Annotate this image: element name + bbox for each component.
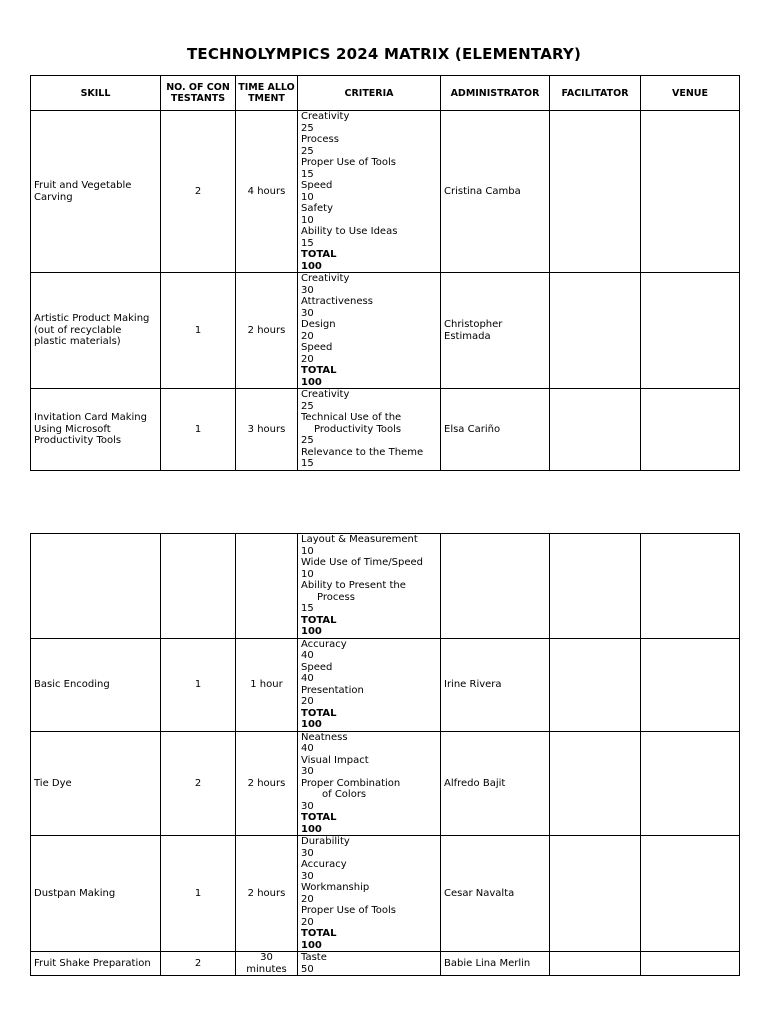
criteria-line: 20	[301, 330, 314, 342]
skill-cell: Tie Dye	[31, 731, 161, 836]
time-cell: 4 hours	[236, 111, 298, 273]
criteria-line: Wide Use of Time/Speed	[301, 557, 423, 568]
table-row	[31, 389, 740, 471]
criteria-line: 30	[301, 800, 314, 812]
venue-cell	[641, 534, 740, 639]
criteria-line: Technical Use of the	[301, 412, 402, 423]
table-row	[31, 731, 740, 836]
facilitator-cell	[550, 836, 641, 952]
criteria-line: 50	[301, 963, 314, 975]
criteria-line: 100	[301, 376, 322, 388]
venue-cell	[641, 273, 740, 389]
criteria-line: Relevance to the Theme	[301, 446, 424, 458]
criteria-line: TOTAL	[301, 812, 337, 823]
criteria-line: 30	[301, 284, 314, 296]
criteria-line: 100	[301, 823, 322, 835]
criteria-line: Design	[301, 319, 336, 330]
criteria-line: 30	[301, 847, 314, 859]
facilitator-cell	[550, 534, 641, 639]
administrator-cell: Elsa Cariño	[441, 389, 550, 471]
skill-cell	[31, 534, 161, 639]
criteria-line: TOTAL	[301, 928, 337, 939]
header-time-text: TIME ALLOTMENT	[238, 82, 295, 104]
criteria-line: Proper Combination	[301, 777, 401, 789]
criteria-cell	[298, 836, 441, 952]
contestants-cell	[161, 534, 236, 639]
contestants-cell: 1	[161, 273, 236, 389]
criteria-list	[301, 389, 437, 470]
venue-cell	[641, 731, 740, 836]
criteria-line: 15	[301, 458, 314, 469]
time-cell: 2 hours	[236, 836, 298, 952]
skill-cell: Dustpan Making	[31, 836, 161, 952]
table-row	[31, 952, 740, 976]
header-venue: VENUE	[641, 76, 740, 111]
venue-cell	[641, 836, 740, 952]
document-title: TECHNOLYMPICS 2024 MATRIX (ELEMENTARY)	[186, 45, 582, 63]
criteria-line: Ability to Present the	[301, 580, 406, 591]
criteria-list	[301, 732, 437, 836]
criteria-list	[301, 836, 437, 951]
administrator-cell: Babie Lina Merlin	[441, 952, 550, 976]
criteria-line: Presentation	[301, 684, 364, 696]
criteria-line: 100	[301, 626, 322, 637]
criteria-line: 25	[301, 400, 314, 412]
criteria-list	[301, 273, 437, 388]
contestants-cell: 2	[161, 952, 236, 976]
administrator-cell: Cesar Navalta	[441, 836, 550, 952]
facilitator-cell	[550, 273, 641, 389]
header-administrator: ADMINISTRATOR	[441, 76, 550, 111]
criteria-line: TOTAL	[301, 365, 337, 376]
criteria-list	[301, 534, 437, 638]
facilitator-cell	[550, 638, 641, 731]
criteria-line: 10	[301, 214, 314, 226]
criteria-line: Speed	[301, 180, 333, 191]
criteria-line: 30	[301, 307, 314, 319]
administrator-cell: Irine Rivera	[441, 638, 550, 731]
contestants-cell: 1	[161, 836, 236, 952]
facilitator-cell	[550, 731, 641, 836]
criteria-line: 30	[301, 766, 314, 777]
criteria-line: Creativity	[301, 111, 350, 122]
criteria-line: Creativity	[301, 273, 350, 284]
contestants-cell: 1	[161, 638, 236, 731]
criteria-list	[301, 111, 437, 272]
header-time	[236, 76, 298, 111]
criteria-line: Durability	[301, 836, 350, 847]
matrix-table-page-2	[30, 533, 740, 976]
table-row	[31, 273, 740, 389]
criteria-line: Productivity Tools	[314, 423, 402, 435]
header-facilitator: FACILITATOR	[550, 76, 641, 111]
venue-cell	[641, 389, 740, 471]
administrator-cell: Cristina Camba	[441, 111, 550, 273]
criteria-line: Proper Use of Tools	[301, 157, 396, 168]
criteria-line: TOTAL	[301, 707, 337, 719]
criteria-line: 10	[301, 191, 314, 203]
criteria-cell	[298, 638, 441, 731]
criteria-line: 10	[301, 568, 314, 580]
criteria-cell	[298, 389, 441, 471]
time-cell: 2 hours	[236, 273, 298, 389]
criteria-line: 15	[301, 603, 314, 614]
criteria-line: 25	[301, 435, 314, 446]
criteria-list	[301, 639, 437, 731]
time-cell: 1 hour	[236, 638, 298, 731]
table-row	[31, 111, 740, 273]
criteria-line: Attractiveness	[301, 296, 373, 307]
criteria-line: of Colors	[322, 789, 367, 800]
criteria-list	[301, 952, 437, 975]
criteria-line: 15	[301, 168, 314, 180]
criteria-line: Safety	[301, 203, 333, 214]
criteria-line: Speed	[301, 342, 333, 353]
header-contestants	[161, 76, 236, 111]
criteria-line: Workmanship	[301, 882, 370, 893]
criteria-line: Accuracy	[301, 638, 347, 650]
venue-cell	[641, 952, 740, 976]
criteria-cell	[298, 111, 441, 273]
administrator-cell	[441, 534, 550, 639]
criteria-line: 20	[301, 893, 314, 905]
facilitator-cell	[550, 389, 641, 471]
criteria-line: TOTAL	[301, 249, 337, 260]
administrator-cell: Alfredo Bajit	[441, 731, 550, 836]
criteria-line: 100	[301, 719, 322, 730]
criteria-line: 30	[301, 870, 314, 882]
criteria-line: 40	[301, 650, 314, 661]
skill-cell: Fruit Shake Preparation	[31, 952, 161, 976]
table-row	[31, 534, 740, 639]
header-contestants-text: NO. OF CONTESTANTS	[166, 82, 230, 104]
contestants-cell: 2	[161, 731, 236, 836]
criteria-cell	[298, 273, 441, 389]
criteria-line: 20	[301, 353, 314, 365]
criteria-line: 40	[301, 673, 314, 684]
administrator-cell: Christopher Estimada	[441, 273, 550, 389]
criteria-line: 15	[301, 237, 314, 249]
criteria-line: 25	[301, 122, 314, 134]
facilitator-cell	[550, 952, 641, 976]
header-criteria: CRITERIA	[298, 76, 441, 111]
criteria-line: 25	[301, 145, 314, 157]
criteria-line: 20	[301, 696, 314, 707]
skill-cell: Invitation Card Making Using Microsoft Productivity Tools	[31, 389, 161, 471]
criteria-line: Layout & Measurement	[301, 534, 418, 545]
matrix-table-page-1	[30, 75, 740, 471]
criteria-line: Accuracy	[301, 859, 347, 870]
skill-cell: Basic Encoding	[31, 638, 161, 731]
time-cell: 3 hours	[236, 389, 298, 471]
criteria-line: Taste	[301, 952, 327, 963]
skill-cell: Artistic Product Making (out of recyclable plastic materials)	[31, 273, 161, 389]
criteria-line: Proper Use of Tools	[301, 905, 396, 916]
table-row	[31, 638, 740, 731]
venue-cell	[641, 638, 740, 731]
criteria-cell	[298, 534, 441, 639]
header-skill: SKILL	[31, 76, 161, 111]
criteria-line: TOTAL	[301, 614, 337, 626]
criteria-cell	[298, 731, 441, 836]
facilitator-cell	[550, 111, 641, 273]
criteria-line: 40	[301, 743, 314, 754]
criteria-line: Visual Impact	[301, 754, 369, 766]
criteria-line: Creativity	[301, 389, 350, 400]
time-cell: 2 hours	[236, 731, 298, 836]
criteria-line: Speed	[301, 661, 333, 673]
contestants-cell: 2	[161, 111, 236, 273]
criteria-cell	[298, 952, 441, 976]
skill-cell: Fruit and Vegetable Carving	[31, 111, 161, 273]
criteria-line: Neatness	[301, 731, 348, 743]
venue-cell	[641, 111, 740, 273]
time-cell	[236, 534, 298, 639]
criteria-line: 100	[301, 939, 322, 951]
criteria-line: Process	[317, 591, 355, 603]
header-row	[31, 76, 740, 111]
criteria-line: 10	[301, 545, 314, 557]
criteria-line: 100	[301, 260, 322, 272]
table-row	[31, 836, 740, 952]
contestants-cell: 1	[161, 389, 236, 471]
criteria-line: Ability to Use Ideas	[301, 226, 398, 237]
time-cell: 30 minutes	[236, 952, 298, 976]
criteria-line: 20	[301, 916, 314, 928]
criteria-line: Process	[301, 134, 339, 145]
